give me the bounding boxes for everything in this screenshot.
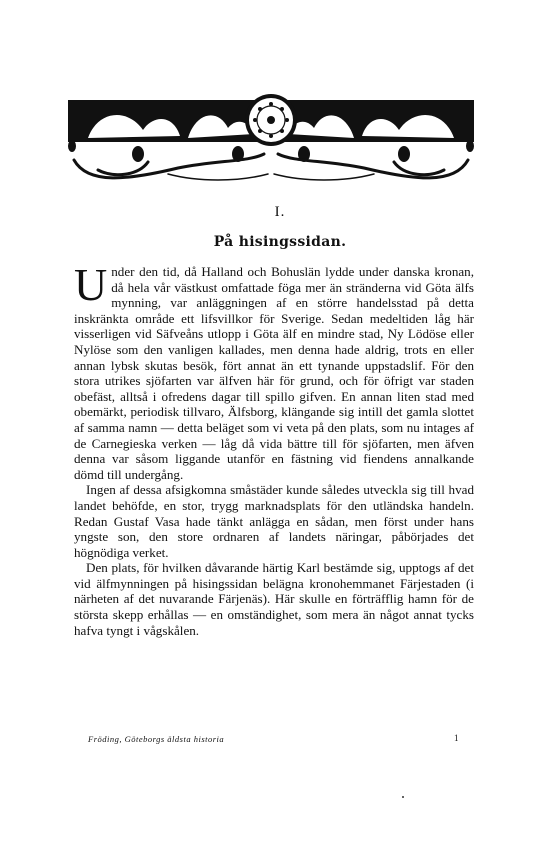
chapter-number: I. bbox=[274, 204, 286, 220]
paragraph-3: Den plats, för hvilken dåvarande härtig Karl bestämde sig, upptogs af det vid älfmynningen på hisingssidan belägna kronohemmanet Färjestaden (i närheten af det nuvarande Färjenäs). Här skulle en förträfflig hamn för de största skepp erhållas — en omständighet, som mera än något annat tycks hafva tyngt i vågskålen. bbox=[74, 560, 474, 638]
paragraph-1 bbox=[74, 259, 474, 482]
art-nouveau-headpiece-ornament bbox=[68, 90, 474, 190]
paragraph-2: Ingen af dessa afsigkomna småstäder kunde således utveckla sig till hvad landet behöfde, en stor, trygg marknadsplats för den utländska handeln. Redan Gustaf Vasa hade tänkt anlägga en sådan, men först under hans yngste son, den store ordnaren af landets näringar, påbörjades det högnödiga verket. bbox=[74, 482, 474, 560]
footer-signature: Fröding, Göteborgs äldsta historia bbox=[88, 734, 225, 744]
drop-cap: U bbox=[74, 259, 108, 310]
chapter-title: På hisingssidan. bbox=[213, 234, 347, 250]
ink-speck bbox=[402, 796, 404, 798]
paragraph-1-text: nder den tid, då Halland och Bohuslän lydde under danska kronan, då hela vår västkust omfattade föga mer än stränderna vid Göta älfs mynning, var anläggningen af en större handelsstad på detta inskränkta område ett lifsvillkor för Sverige. Sedan medeltiden låg här visserligen vid Säfveåns utlopp i Göta älf en mindre stad, Ny Lödöse eller Nylöse som den vanligen kallades, men denna hade aldrig, trots en eller annan lybsk skutas besök, fört annat än ett tynande uppstadslif. För den stora utrikes sjöfarten var älfven här för grund, och för öfrigt var staden obefäst, alltså i ofredens dagar till spillo gifven. En annan liten stad med obemärkt, periodisk tillvaro, Älfsborg, klängande sig intill det gamla slottet af samma namn — detta beläget som vi veta på den plats, som nu intages af de Carnegieska verken — låg då vida bättre till för sjöfarten, men äfven denna var såsom liggande utanför en fästning vid fiendens annalkande dömd till undergång. bbox=[74, 264, 474, 482]
body-text bbox=[74, 259, 474, 638]
page-number: 1 bbox=[454, 733, 459, 743]
